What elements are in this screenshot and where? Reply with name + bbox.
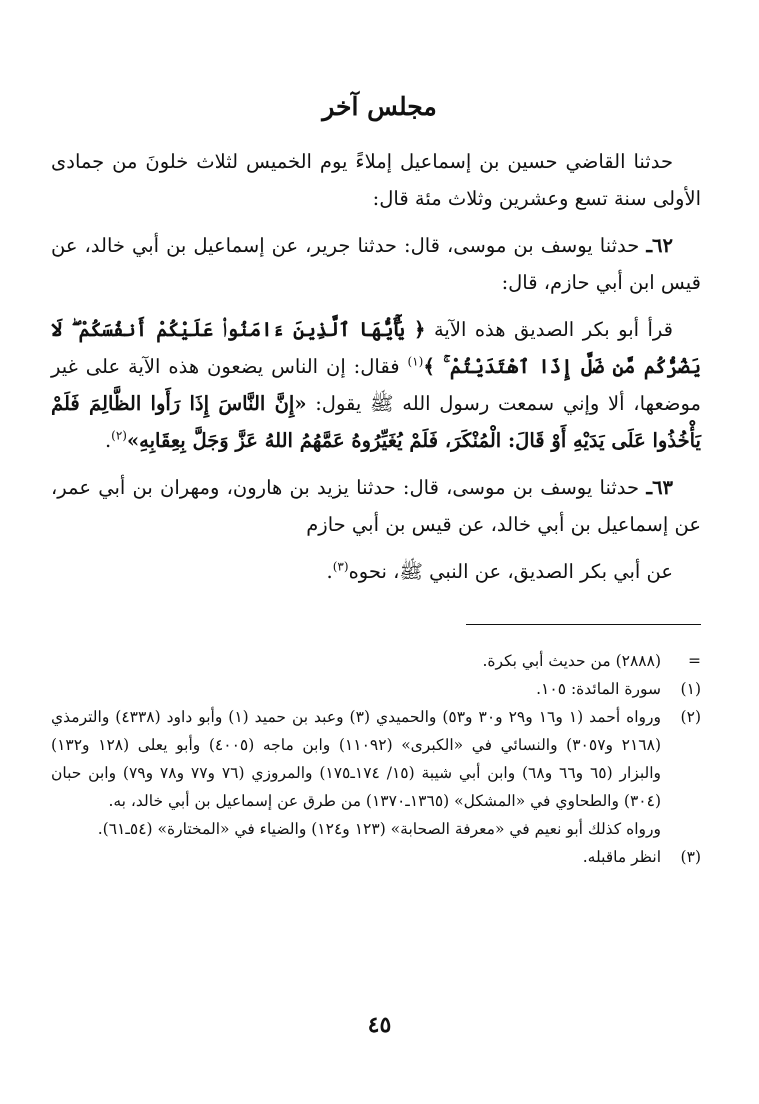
footnote-line: ورواه أحمد (١ و١٦ و٢٩ و٣٠ و٥٣) والحميدي (٣) وعبد بن حميد (١) وأبو داود (٤٣٣٨) والترمذي (٢١٦٨ و٣٠٥٧) والنسائي في «الكبرى» (١١٠٩٢) وابن ماجه (٤٠٠٥) وأبو يعلى (١٢٨ و١٣٢) والبزار (٦٥ و٦٦ و٦٨) وابن أبي شيبة (١٥/ ١٧٤ـ١٧٥) والمروزي (٧٦ و٧٧ و٧٨ و٧٩) وابن حبان (٣٠٤) والطحاوي في «المشكل» (١٣٦٥ـ١٣٧٠) من طرق عن إسماعيل بن أبي خالد، به. <box>51 708 662 810</box>
hadith-63-line-1: حدثنا يوسف بن موسى، قال: حدثنا يزيد بن هارون، ومهران بن أبي عمر، عن إسماعيل بن أبي خالد، عن قيس بن أبي حازم <box>51 476 701 536</box>
hadith-62-isnad <box>51 227 701 301</box>
hadith-63-line-2: عن أبي بكر الصديق، عن النبي ﷺ، نحوه <box>348 560 673 583</box>
footnote-line: (٢٨٨٨) من حديث أبي بكرة. <box>482 652 661 670</box>
footnote-text <box>51 703 661 843</box>
hadith-63-continuation <box>51 553 701 590</box>
footnote-text <box>51 647 661 675</box>
hadith-62-text-before-verse: قرأ أبو بكر الصديق هذه الآية <box>433 318 673 341</box>
quran-verse: ﴿ يَٰٓأَيُّهَا ٱلَّذِينَ ءَامَنُوا۟ عَلَيْكُمْ أَنفُسَكُمْ ۖ لَا يَضُرُّكُم مَّن ضَلَّ إِذَا ٱهْتَدَيْتُمْ ۚ ﴾ <box>51 318 701 378</box>
footnote-marker: (٣) <box>680 848 701 866</box>
hadith-62-isnad-text: حدثنا يوسف بن موسى، قال: حدثنا جرير، عن إسماعيل بن أبي خالد، عن قيس ابن أبي حازم، قال: <box>51 234 701 294</box>
hadith-63 <box>51 469 701 543</box>
footnote-text <box>51 675 661 703</box>
footnote-line: ورواه كذلك أبو نعيم في «معرفة الصحابة» (١٢٣ و١٢٤) والضياء في «المختارة» (٥٤ـ٦١). <box>97 820 661 838</box>
footnote-3 <box>51 843 701 871</box>
intro-paragraph: حدثنا القاضي حسين بن إسماعيل إملاءً يوم الخميس لثلاث خلونَ من جمادى الأولى سنة تسع وعشرين وثلاث مئة قال: <box>51 150 701 210</box>
hadith-62-number: ٦٢ـ <box>646 234 673 257</box>
hadith-62-matn <box>51 311 701 459</box>
hadith-63-number: ٦٣ـ <box>646 476 674 499</box>
footnote-ref-1: (١) <box>407 354 424 369</box>
prophetic-saying: «إِنَّ النَّاسَ إِذَا رَأَوا الظَّالِمَ فَلَمْ يَأْخُذُوا عَلَى يَدَيْهِ أَوْ قَالَ: الْمُنْكَرَ، فَلَمْ يُغَيِّرُوهُ عَمَّهُمُ اللهُ عَزَّ وَجَلَّ بِعِقَابِهِ» <box>51 392 701 452</box>
page-number: ٤٥ <box>367 1012 392 1038</box>
footnote-separator <box>466 624 701 625</box>
footnote-marker: = <box>688 652 701 670</box>
footnotes <box>51 647 701 871</box>
footnote-continued <box>51 647 701 675</box>
footnote-line: انظر ماقبله. <box>582 848 661 866</box>
footnote-text <box>51 843 661 871</box>
footnote-1 <box>51 675 701 703</box>
footnote-marker: (١) <box>680 680 701 698</box>
footnote-marker: (٢) <box>680 708 701 726</box>
hadith-63-end: . <box>326 560 333 583</box>
footnote-ref-2: (٢) <box>111 428 127 443</box>
footnote-line: سورة المائدة: ١٠٥. <box>536 680 661 698</box>
footnote-ref-3: (٣) <box>332 559 349 574</box>
hadith-62-end: . <box>104 429 112 452</box>
main-text <box>51 143 701 600</box>
hadith-62-text-after-verse: فقال: إن الناس يضعون هذه الآية على غير موضعها، ألا وإني سمعت رسول الله ﷺ يقول: <box>51 355 701 415</box>
footnote-2 <box>51 703 701 843</box>
page-title: مجلس آخر <box>322 92 437 121</box>
